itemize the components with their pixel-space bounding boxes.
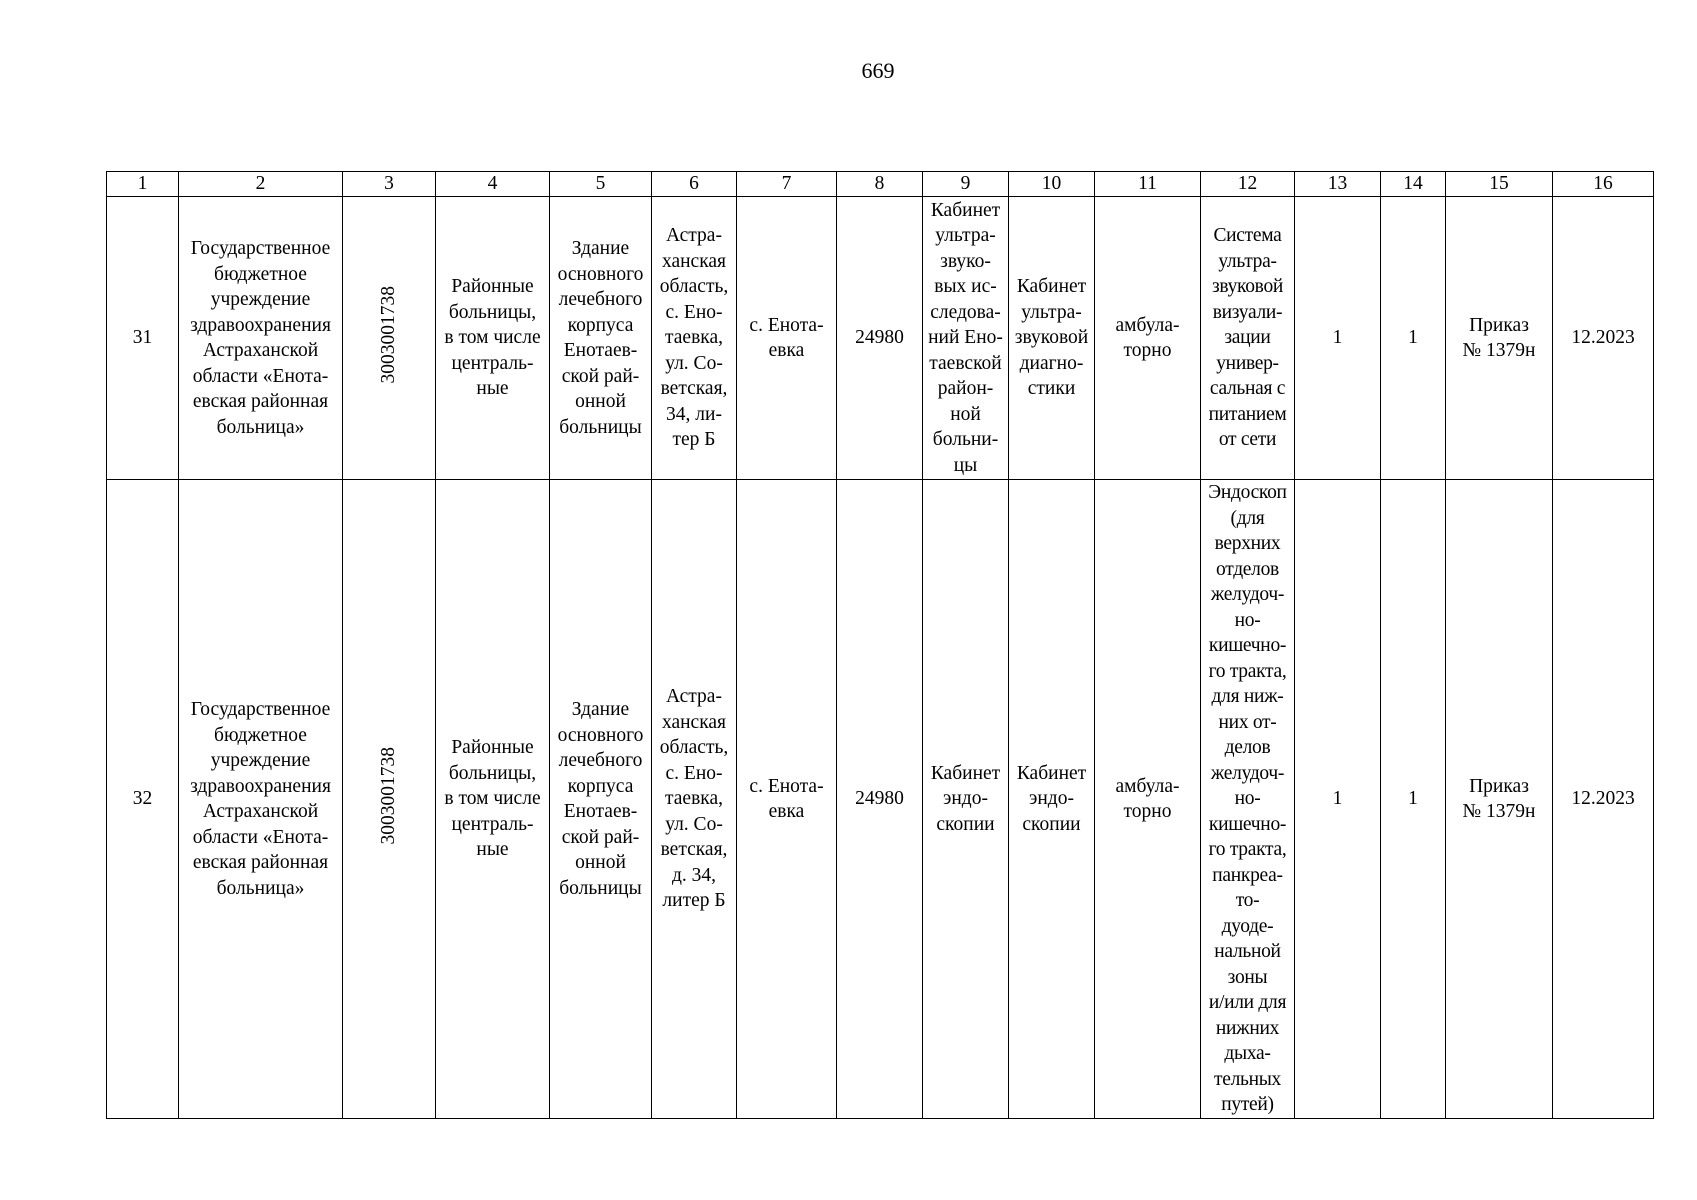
order-cell: Приказ № 1379н (1446, 197, 1553, 480)
column-header: 8 (837, 172, 923, 197)
column-header: 16 (1553, 172, 1654, 197)
column-header: 14 (1381, 172, 1446, 197)
locality-cell: с. Енота- евка (737, 480, 837, 1119)
column-header: 4 (436, 172, 550, 197)
page-number: 669 (861, 58, 895, 83)
table-row (107, 197, 1654, 480)
cabinet-cell: Кабинет ультра- звуко- вых ис- следова- ний Ено- таевской район- ной больни- цы (923, 197, 1009, 480)
table-row (107, 480, 1654, 1119)
column-header: 10 (1009, 172, 1095, 197)
column-header: 13 (1295, 172, 1381, 197)
quantity-cell: 1 (1295, 480, 1381, 1119)
date-cell: 12.2023 (1553, 480, 1654, 1119)
cabinet-profile-cell: Кабинет ультра- звуковой диагно- стики (1009, 197, 1095, 480)
quantity-cell: 1 (1295, 197, 1381, 480)
organization-name-cell: Государственное бюджетное учреждение здравоохранения Астраханской области «Енота- евская районная больница» (179, 480, 343, 1119)
column-header: 3 (343, 172, 436, 197)
column-header: 15 (1446, 172, 1553, 197)
cabinet-cell: Кабинет эндо- скопии (923, 480, 1009, 1119)
building-cell: Здание основного лечебного корпуса Енотаев- ской рай- онной больницы (550, 197, 652, 480)
date-cell: 12.2023 (1553, 197, 1654, 480)
column-header: 12 (1201, 172, 1295, 197)
column-header: 9 (923, 172, 1009, 197)
care-condition-cell: амбула- торно (1095, 197, 1201, 480)
building-cell: Здание основного лечебного корпуса Енотаев- ской рай- онной больницы (550, 480, 652, 1119)
locality-cell: с. Енота- евка (737, 197, 837, 480)
column-header: 6 (652, 172, 737, 197)
column-header: 7 (737, 172, 837, 197)
address-cell: Астра- ханская область, с. Ено- таевка, ул. Со- ветская, 34, ли- тер Б (652, 197, 737, 480)
column-header: 11 (1095, 172, 1201, 197)
facility-type-cell: Районные больницы, в том числе централь- ные (436, 480, 550, 1119)
oktmo-code-cell: 24980 (837, 197, 923, 480)
organization-name-cell: Государственное бюджетное учреждение здравоохранения Астраханской области «Енота- евская районная больница» (179, 197, 343, 480)
facility-type-cell: Районные больницы, в том числе централь- ные (436, 197, 550, 480)
equipment-cell: Эндоскоп (для верхних отделов желудоч- но- кишечно- го тракта, для ниж- них от- делов желудоч- но- кишечно- го тракта, панкреа- то- дуоде- нальной зоны и/или для нижних дыха- тельных путей) (1201, 480, 1295, 1119)
inn-cell: 3003001738 (343, 480, 436, 1119)
column-header: 5 (550, 172, 652, 197)
care-condition-cell: амбула- торно (1095, 480, 1201, 1119)
equipment-registry-table (106, 171, 1654, 1119)
quantity-cell: 1 (1381, 197, 1446, 480)
order-cell: Приказ № 1379н (1446, 480, 1553, 1119)
row-number-cell: 31 (107, 197, 179, 480)
column-number-header-row (107, 172, 1654, 197)
row-number-cell: 32 (107, 480, 179, 1119)
oktmo-code-cell: 24980 (837, 480, 923, 1119)
cabinet-profile-cell: Кабинет эндо- скопии (1009, 480, 1095, 1119)
column-header: 1 (107, 172, 179, 197)
quantity-cell: 1 (1381, 480, 1446, 1119)
column-header: 2 (179, 172, 343, 197)
address-cell: Астра- ханская область, с. Ено- таевка, ул. Со- ветская, д. 34, литер Б (652, 480, 737, 1119)
inn-cell: 3003001738 (343, 197, 436, 480)
equipment-cell: Система ультра- звуковой визуали- зации универ- сальная с питанием от сети (1201, 197, 1295, 480)
